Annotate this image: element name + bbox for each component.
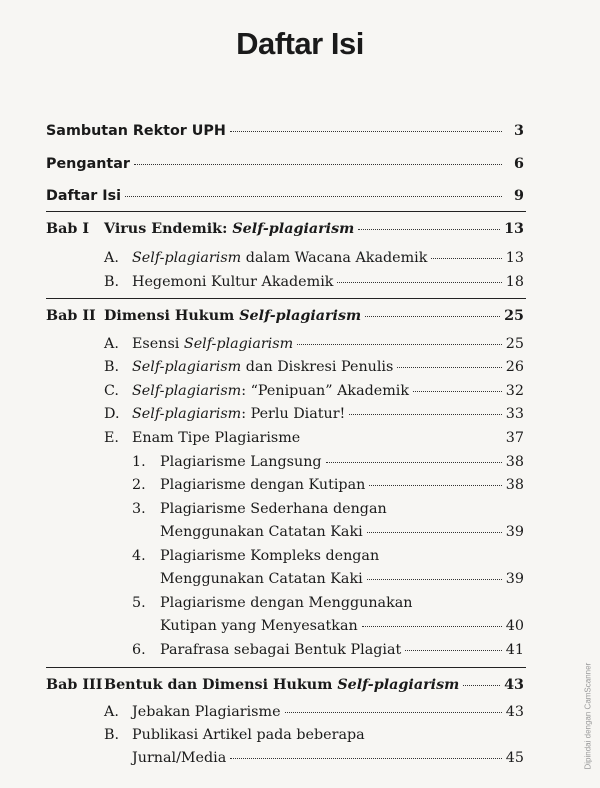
toc-entry-title: Parafrasa sebagai Bentuk Plagiat (160, 642, 402, 658)
item-letter: D. (104, 406, 120, 422)
watermark-text: Dipindai dengan CamScanner (583, 662, 593, 770)
toc-chapter-3[interactable] (104, 675, 524, 695)
leader-dots (431, 258, 501, 259)
toc-page-number: 18 (505, 274, 524, 290)
toc-entry-title: Esensi Self-plagiarism (132, 336, 294, 352)
item-letter: C. (104, 383, 119, 399)
toc-subitem-4-line1: Plagiarisme Kompleks dengan (160, 548, 380, 564)
leader-dots (326, 462, 502, 463)
toc-subitem-3-line1: Plagiarisme Sederhana dengan (160, 501, 387, 517)
chapter-label: Bab I (46, 221, 90, 237)
leader-dots (369, 485, 502, 486)
toc-page-number: 38 (505, 477, 524, 493)
toc-item-3b-line1: Publikasi Artikel pada beberapa (132, 727, 365, 743)
item-number: 4. (132, 548, 146, 564)
toc-entry-title: Self-plagiarism: “Penipuan” Akademik (132, 383, 410, 399)
leader-dots (134, 164, 502, 165)
item-letter: A. (104, 704, 119, 720)
toc-page-number: 39 (505, 571, 524, 587)
toc-item-3b[interactable] (132, 748, 524, 768)
leader-dots (337, 282, 501, 283)
toc-page-number: 6 (514, 156, 524, 172)
leader-dots (125, 196, 502, 197)
toc-entry-title: Sambutan Rektor UPH (46, 123, 226, 139)
toc-item-2c[interactable] (132, 381, 524, 401)
item-letter: A. (104, 336, 119, 352)
toc-entry-title: Menggunakan Catatan Kaki (160, 571, 363, 587)
toc-page-number: 13 (505, 250, 524, 266)
item-letter: E. (104, 430, 119, 446)
toc-entry-title: Self-plagiarism dalam Wacana Akademik (132, 250, 428, 266)
item-number: 2. (132, 477, 146, 493)
section-divider (46, 667, 526, 668)
item-number: 5. (132, 595, 146, 611)
item-letter: B. (104, 359, 120, 375)
toc-entry-sambutan[interactable] (46, 121, 524, 141)
leader-dots (358, 229, 500, 230)
toc-page-number: 40 (505, 618, 524, 634)
toc-chapter-2[interactable] (104, 306, 524, 326)
toc-item-1a[interactable] (132, 248, 524, 268)
toc-entry-title: Hegemoni Kultur Akademik (132, 274, 334, 290)
toc-subitem-5-line1: Plagiarisme dengan Menggunakan (160, 595, 413, 611)
item-letter: B. (104, 274, 120, 290)
item-letter: A. (104, 250, 119, 266)
toc-page-number: 41 (505, 642, 524, 658)
leader-dots (413, 391, 502, 392)
toc-page-number: 39 (505, 524, 524, 540)
toc-item-3a[interactable] (132, 702, 524, 722)
leader-dots (367, 532, 502, 533)
section-divider (46, 298, 526, 299)
item-number: 1. (132, 454, 146, 470)
toc-item-2a[interactable] (132, 334, 524, 354)
scanner-watermark (578, 640, 592, 780)
item-letter: B. (104, 727, 120, 743)
toc-subitem-2[interactable] (160, 475, 524, 495)
toc-page-number: 45 (505, 750, 524, 766)
toc-page-number: 13 (504, 221, 524, 237)
leader-dots (367, 579, 502, 580)
leader-dots (463, 685, 500, 686)
toc-page-number: 3 (514, 123, 524, 139)
leader-dots (405, 650, 502, 651)
toc-entry-title: Daftar Isi (46, 188, 121, 204)
toc-entry-title: Dimensi Hukum Self-plagiarism (104, 308, 362, 324)
leader-dots (285, 712, 502, 713)
toc-page-number: 38 (505, 454, 524, 470)
leader-dots (230, 758, 502, 759)
toc-page-number: 26 (505, 359, 524, 375)
toc-entry-title: Jurnal/Media (132, 750, 227, 766)
toc-page-number: 32 (505, 383, 524, 399)
toc-entry-title: Pengantar (46, 156, 130, 172)
toc-entry-title: Self-plagiarism dan Diskresi Penulis (132, 359, 394, 375)
leader-dots (297, 344, 502, 345)
toc-entry-title: Enam Tipe Plagiarisme (132, 430, 301, 446)
toc-subitem-3[interactable] (160, 522, 524, 542)
toc-subitem-4[interactable] (160, 569, 524, 589)
toc-entry-title: Self-plagiarism: Perlu Diatur! (132, 406, 346, 422)
toc-entry-title: Bentuk dan Dimensi Hukum Self-plagiarism (104, 677, 460, 693)
leader-dots (365, 316, 500, 317)
toc-subitem-6[interactable] (160, 640, 524, 660)
toc-subitem-5[interactable] (160, 616, 524, 636)
chapter-label: Bab II (46, 308, 96, 324)
toc-entry-pengantar[interactable] (46, 154, 524, 174)
toc-item-2d[interactable] (132, 404, 524, 424)
toc-entry-title: Jebakan Plagiarisme (132, 704, 281, 720)
toc-page-number: 43 (504, 677, 524, 693)
toc-subitem-1[interactable] (160, 452, 524, 472)
toc-chapter-1[interactable] (104, 219, 524, 239)
chapter-label: Bab III (46, 677, 103, 693)
toc-entry-title: Plagiarisme Langsung (160, 454, 322, 470)
toc-entry-title: Plagiarisme dengan Kutipan (160, 477, 366, 493)
item-number: 6. (132, 642, 146, 658)
toc-entry-title: Kutipan yang Menyesatkan (160, 618, 358, 634)
toc-page-number: 43 (505, 704, 524, 720)
toc-page-number: 25 (505, 336, 524, 352)
toc-entry-title: Virus Endemik: Self-plagiarism (104, 221, 355, 237)
section-divider (46, 211, 526, 212)
toc-entry-title: Menggunakan Catatan Kaki (160, 524, 363, 540)
toc-page-number: 9 (514, 188, 524, 204)
page-title: Daftar Isi (236, 26, 364, 61)
toc-item-2b[interactable] (132, 357, 524, 377)
toc-page-number: 25 (504, 308, 524, 324)
leader-dots (230, 131, 502, 132)
toc-page-number: 33 (505, 406, 524, 422)
toc-entry-daftar-isi[interactable] (46, 186, 524, 206)
leader-dots (362, 626, 502, 627)
toc-item-2e[interactable] (132, 428, 524, 448)
toc-item-1b[interactable] (132, 272, 524, 292)
toc-page-number: 37 (505, 430, 524, 446)
leader-dots (397, 367, 501, 368)
item-number: 3. (132, 501, 146, 517)
leader-dots (349, 414, 501, 415)
